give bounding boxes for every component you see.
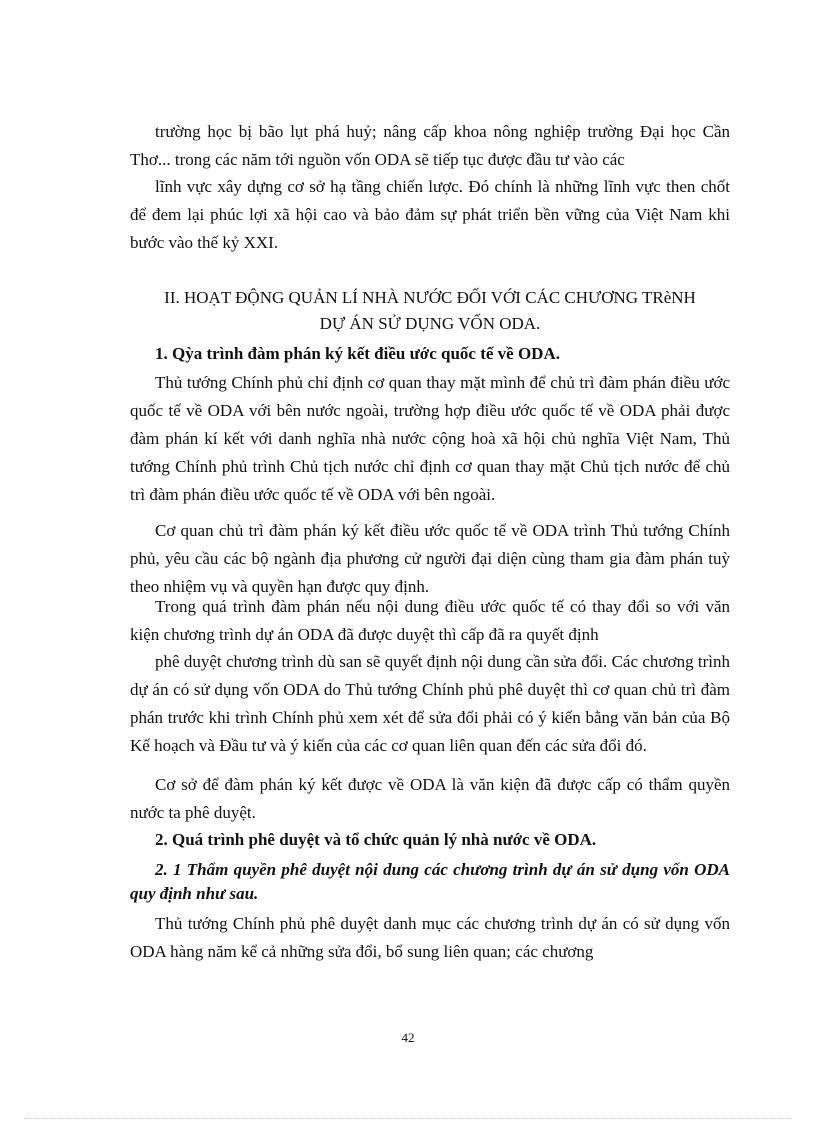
paragraph-5: Trong quá trình đàm phán nếu nội dung điều ước quốc tế có thay đổi so với văn kiện chương trình dự án ODA đã được duyệt thì cấp đã ra quyết định bbox=[130, 597, 730, 644]
page-bottom-divider bbox=[24, 1118, 792, 1119]
section-heading-line-2: DỰ ÁN SỬ DỤNG VỐN ODA. bbox=[319, 314, 541, 333]
paragraph-7: Cơ sở để đàm phán ký kết được về ODA là văn kiện đã được cấp có thẩm quyền nước ta phê duyệt. bbox=[130, 775, 730, 822]
subheading-3: 2. 1 Thẩm quyền phê duyệt nội dung các chương trình dự án sử dụng vốn ODA quy định như sau. bbox=[130, 860, 730, 903]
subheading-1: 1. Qỳa trình đàm phán ký kết điều ước quốc tế về ODA. bbox=[155, 344, 560, 363]
paragraph-4: Cơ quan chủ trì đàm phán ký kết điều ước quốc tế về ODA trình Thủ tướng Chính phủ, yêu cầu các bộ ngành địa phương cử người đại diện cùng tham gia đàm phán tuỳ theo nhiệm vụ và quyền hạn được quy định. bbox=[130, 521, 730, 596]
subheading-2: 2. Quá trình phê duyệt và tổ chức quản lý nhà nước về ODA. bbox=[155, 830, 597, 849]
page-number: 42 bbox=[401, 1030, 415, 1045]
paragraph-6: phê duyệt chương trình dù san sẽ quyết định nội dung cần sửa đổi. Các chương trình dự án có sử dụng vốn ODA do Thủ tướng Chính phủ phê duyệt thì cơ quan chủ trì đàm phán trước khi trình Chính phủ xem xét để sửa đổi phải có ý kiến bằng văn bản của Bộ Kế hoạch và Đầu tư và ý kiến của các cơ quan liên quan đến các sửa đổi đó. bbox=[130, 652, 730, 755]
paragraph-2: lĩnh vực xây dựng cơ sở hạ tầng chiến lược. Đó chính là những lĩnh vực then chốt để đem lại phúc lợi xã hội cao và bảo đảm sự phát triển bền vững của Việt Nam khi bước vào thế kỷ XXI. bbox=[130, 177, 730, 252]
paragraph-3: Thủ tướng Chính phủ chỉ định cơ quan thay mặt mình để chủ trì đàm phán điều ước quốc tế về ODA với bên nước ngoài, trường hợp điều ước quốc tế về ODA phải được đàm phán kí kết với danh nghĩa nhà nước cộng hoà xã hội chủ nghĩa Việt Nam, Thủ tướng Chính phủ trình Chủ tịch nước chỉ định cơ quan thay mặt Chủ tịch nước để chủ trì đàm phán điều ước quốc tế về ODA với bên ngoài. bbox=[130, 373, 730, 504]
paragraph-1: trường học bị bão lụt phá huỷ; nâng cấp khoa nông nghiệp trường Đại học Cần Thơ... trong các năm tới nguồn vốn ODA sẽ tiếp tục được đầu tư vào các bbox=[130, 122, 730, 169]
paragraph-8: Thủ tướng Chính phủ phê duyệt danh mục các chương trình dự án có sử dụng vốn ODA hàng năm kể cả những sửa đổi, bổ sung liên quan; các chương bbox=[130, 914, 730, 961]
section-heading-line-1: II. HOẠT ĐỘNG QUẢN LÍ NHÀ NƯỚC ĐỐI VỚI CÁC CHƯƠNG TRèNH bbox=[164, 288, 696, 307]
